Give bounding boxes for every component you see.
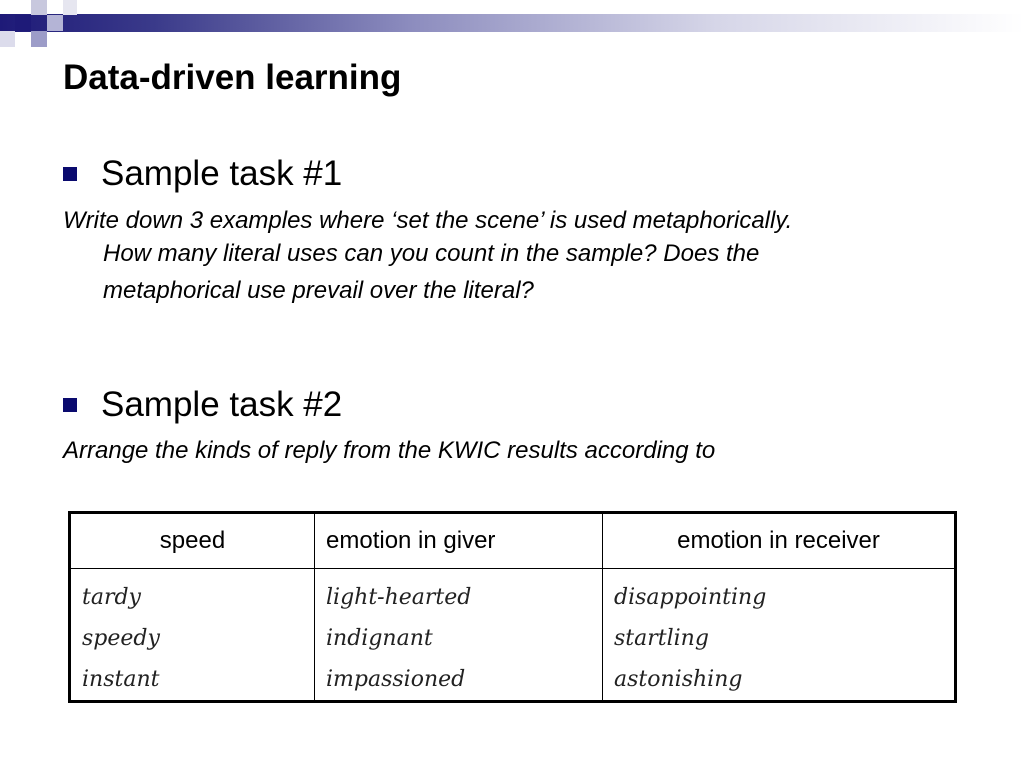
decorative-square: [47, 15, 63, 31]
slide-title: Data-driven learning: [63, 58, 402, 97]
word-item: impassioned: [326, 667, 466, 692]
table-header-row: [70, 513, 956, 569]
task-2-heading-text: Sample task #2: [101, 385, 343, 424]
task-1-heading: [63, 152, 342, 196]
table-row: [70, 569, 956, 702]
speed-words-cell: [70, 569, 315, 702]
kwic-category-table: [68, 511, 957, 703]
decorative-square: [31, 31, 47, 47]
giver-emotion-words-cell: [315, 569, 603, 702]
task-1-instructions: [63, 205, 963, 311]
task-1-line: How many literal uses can you count in the sample? Does the: [103, 240, 760, 267]
square-bullet-icon: [63, 167, 77, 181]
decorative-square: [15, 15, 31, 31]
word-item: light-hearted: [326, 585, 472, 610]
word-item: astonishing: [614, 667, 743, 692]
receiver-emotion-words-cell: [603, 569, 956, 702]
word-item: disappointing: [614, 585, 767, 610]
word-item: tardy: [82, 585, 141, 610]
column-header-emotion-giver: emotion in giver: [315, 513, 603, 569]
word-item: indignant: [326, 626, 433, 651]
header-gradient-bar: [0, 14, 1024, 32]
word-item: startling: [614, 626, 709, 651]
task-2-instructions: [63, 435, 963, 467]
task-1-heading-text: Sample task #1: [101, 154, 343, 193]
square-bullet-icon: [63, 398, 77, 412]
decorative-square: [0, 31, 15, 47]
task-2-line: Arrange the kinds of reply from the KWIC results according to: [63, 437, 716, 464]
word-item: instant: [82, 667, 160, 692]
decorative-square: [31, 0, 47, 15]
word-item: speedy: [82, 626, 160, 651]
task-1-line: Write down 3 examples where ‘set the scene’ is used metaphorically.: [63, 207, 793, 234]
column-header-emotion-receiver: emotion in receiver: [603, 513, 956, 569]
decorative-square: [63, 0, 77, 15]
column-header-speed: speed: [70, 513, 315, 569]
task-2-heading: [63, 383, 342, 427]
task-1-line: metaphorical use prevail over the literal?: [103, 277, 534, 304]
